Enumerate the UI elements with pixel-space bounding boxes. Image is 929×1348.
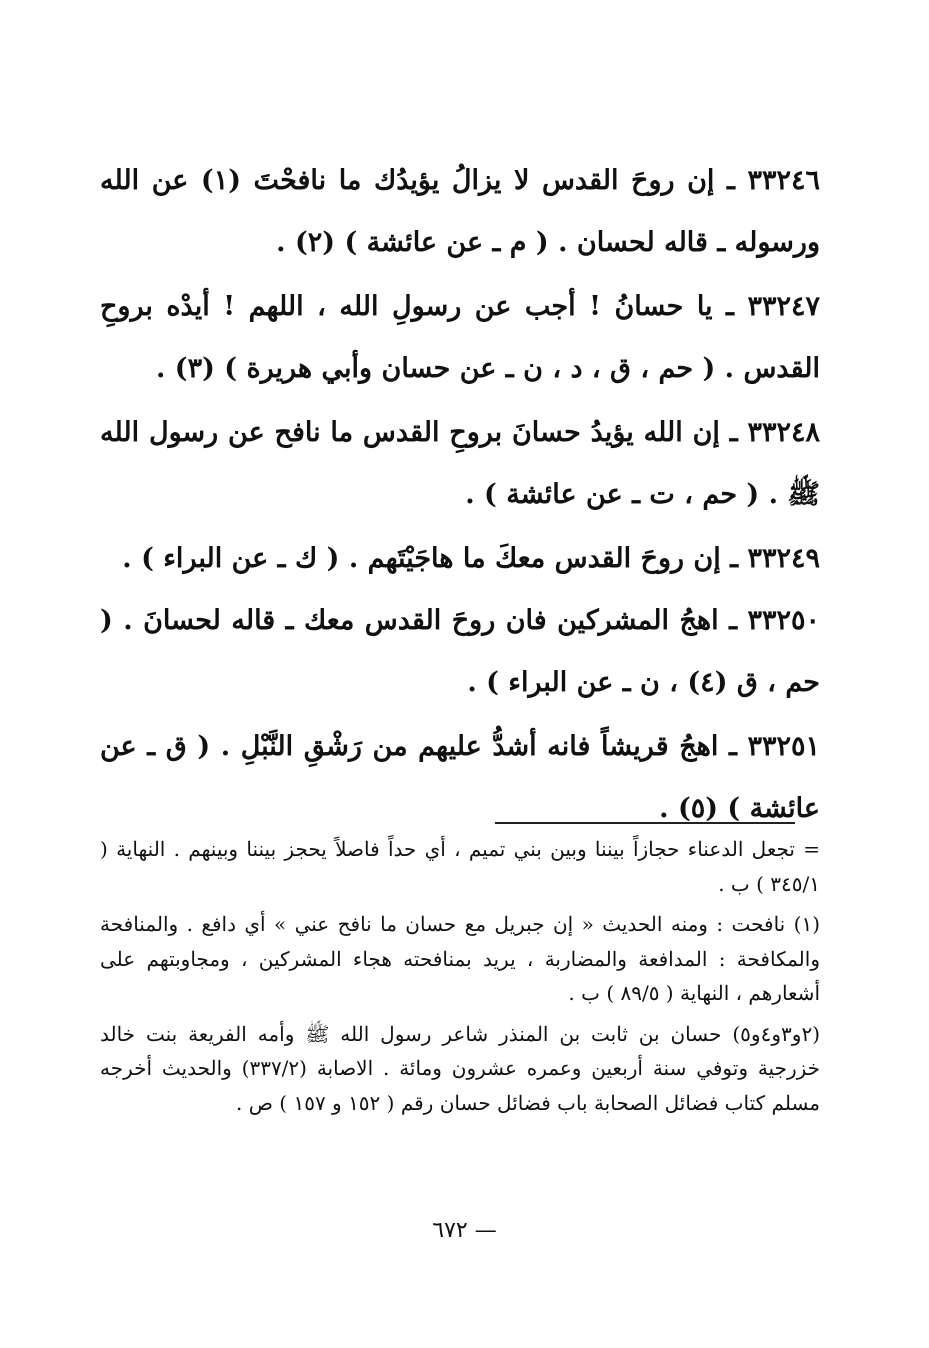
footnote-2-5: (٢و٣و٤و٥) حسان بن ثابت بن المنذر شاعر رسول الله ﷺ وأمه الفريعة بنت خالد خزرجية وتوفي سنة أربعين وعمره عشرون ومائة . الاصابة (٣٣٧/٢) والحديث أخرجه مسلم كتاب فضائل الصحابة باب فضائل حسان رقم ( ١٥٢ و ١٥٧ ) ص .: [100, 1021, 820, 1115]
hadith-33250: ٣٣٢٥٠ ـ اهجُ المشركين فان روحَ القدس معك ـ قاله لحسانَ . ( حم ، ق (٤) ، ن ـ عن البراء ) .: [100, 605, 820, 698]
hadith-33251: ٣٣٢٥١ ـ اهجُ قريشاً فانه أشدُّ عليهم من رَشْقِ النَّبْلِ . ( ق ـ عن عائشة ) (٥) .: [100, 731, 821, 824]
footnote-continuation: = تجعل الدعناء حجازاً بيننا وبين بني تميم ، أي حداً فاصلاً يحجز بيننا وبينهم . النهاية ( ٣٤٥/١ ) ب .: [100, 837, 820, 896]
hadith-33247: ٣٣٢٤٧ ـ يا حسانُ ! أجب عن رسولِ الله ، اللهم ! أيدْه بروحِ القدس . ( حم ، ق ، د ، ن ـ عن حسان وأبي هريرة ) (٣) .: [100, 291, 820, 384]
page-number: — ٦٧٢: [432, 1218, 497, 1243]
hadith-33248: ٣٣٢٤٨ ـ إن الله يؤيدُ حسانَ بروحِ القدس ما نافح عن رسول الله ﷺ . ( حم ، ت ـ عن عائشة ) .: [100, 417, 820, 510]
footnote-divider: [495, 822, 795, 824]
hadith-33249: ٣٣٢٤٩ ـ إن روحَ القدس معكَ ما هاجَيْتَهم . ( ك ـ عن البراء ) .: [122, 543, 820, 574]
hadith-list: [100, 150, 820, 840]
footnotes: [100, 832, 820, 1126]
hadith-33246: ٣٣٢٤٦ ـ إن روحَ القدس لا يزالُ يؤيدُك ما نافحْتَ (١) عن الله ورسوله ـ قاله لحسان . ( م ـ عن عائشة ) (٢) .: [100, 165, 820, 258]
footnote-1: (١) نافحت : ومنه الحديث « إن جبريل مع حسان ما نافح عني » أي دافع . والمنافحة والمكافحة : المدافعة والمضاربة ، يريد بمنافحته هجاء المشركين ، ومجاوبتهم على أشعارهم ، النهاية ( ٨٩/٥ ) ب .: [100, 912, 820, 1005]
